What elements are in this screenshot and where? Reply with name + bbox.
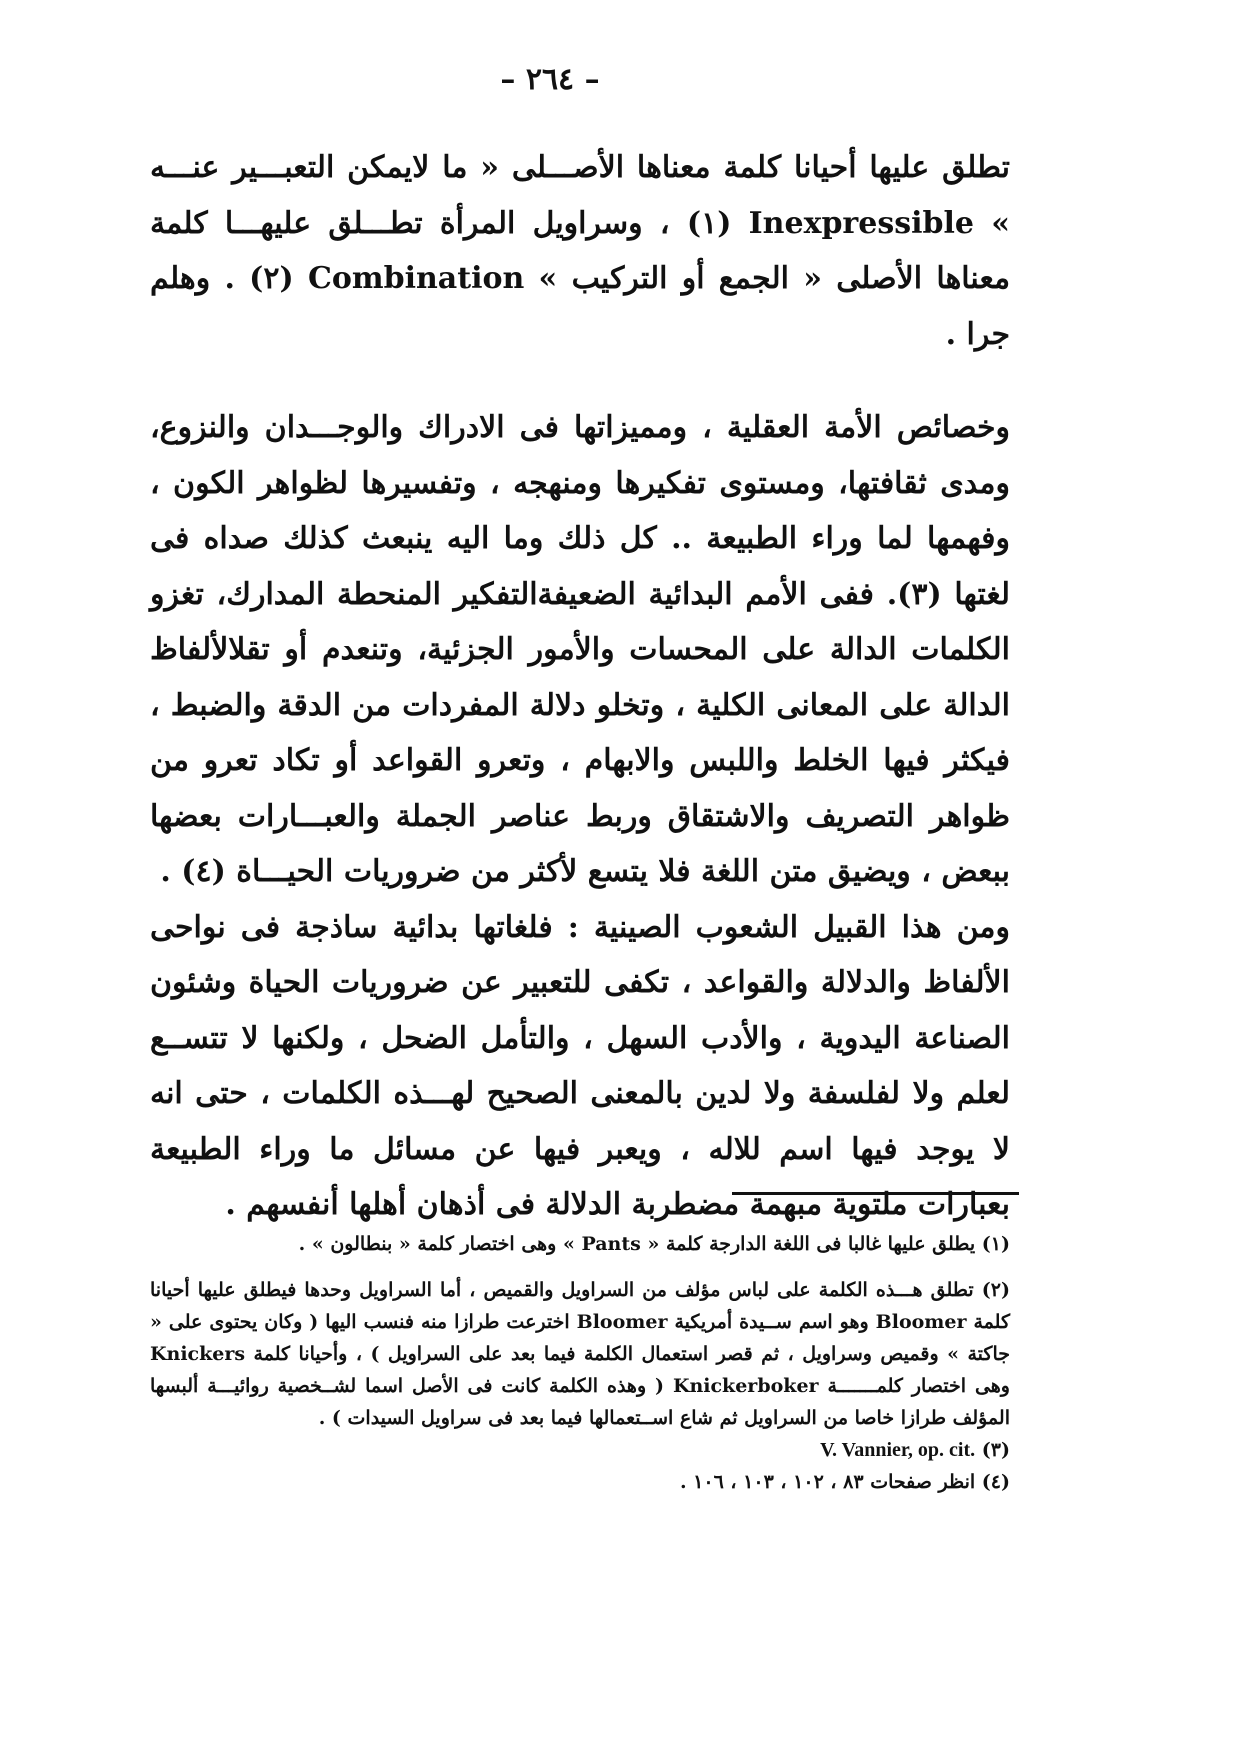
footnote-text: انظر صفحات ٨٣ ، ١٠٢ ، ١٠٣ ، ١٠٦ .: [679, 1471, 976, 1493]
footnote-marker: (٣): [981, 1439, 1010, 1461]
footnote-text: تطلق هـــذه الكلمة على لباس مؤلف من السراويل والقميص ، أما السراويل وحدها فيطلق عليها أحيانا كلمة Bloomer وهو اسم ســيدة أمريكية Bloomer اخترعت طرازا منه فنسب اليها ( وكان يحتوى على « جاكتة » وقميص وسراويل ، ثم قصر استعمال الكلمة فيما بعد على السراويل ) ، وأحيانا كلمة Knickers وهى اختصار كلمـــــــة Knickerboker ( وهذه الكلمة كانت فى الأصل اسما لشــخصية روائيـــة ألبسها المؤلف طرازا خاصا من السراويل ثم شاع اســتعمالها فيما بعد فى سراويل السيدات ) .: [150, 1279, 1010, 1429]
footnote-3: [150, 1434, 1010, 1466]
footnote-2: [150, 1274, 1010, 1434]
footnote-text: V. Vannier, op. cit.: [820, 1439, 976, 1461]
paragraph-chinese-languages: ومن هذا القبيل الشعوب الصينية : فلغاتها بدائية ساذجة فى نواحى الألفاظ والدلالة والقواعد ، تكفى للتعبير عن ضروريات الحياة وشئون الصناعة اليدوية ، والأدب السهل ، والتأمل الضحل ، ولكنها لا تتســع لعلم ولا لفلسفة ولا لدين بالمعنى الصحيح لهـــذه الكلمات ، حتى انه لا يوجد فيها اسم للاله ، ويعبر فيها عن مسائل ما وراء الطبيعة بعبارات ملتوية مبهمة مضطربة الدلالة فى أذهان أهلها أنفسهم .: [150, 909, 1010, 1222]
footnote-marker: (١): [981, 1233, 1010, 1255]
footnote-4: [150, 1466, 1010, 1498]
footnote-separator: [732, 1192, 1019, 1195]
footnote-text: يطلق عليها غالبا فى اللغة الدارجة كلمة « Pants » وهى اختصار كلمة « بنطالون » .: [298, 1233, 976, 1255]
paragraph-continuation: تطلق عليها أحيانا كلمة معناها الأصـــلى « ما لايمكن التعبـــير عنـــه » Inexpressible (١) ، وسراويل المرأة تطـــلق عليهـــا كلمة معناها الأصلى « الجمع أو التركيب » Combination (٢) . وهلم جرا .: [150, 150, 1011, 352]
footnotes: [150, 1228, 1010, 1498]
footnote-marker: (٢): [981, 1279, 1010, 1301]
main-text: [150, 140, 1010, 1233]
page-number: – ٢٦٤ –: [500, 62, 600, 97]
footnote-1: [150, 1228, 1010, 1260]
paragraph-mental-traits: وخصائص الأمة العقلية ، ومميزاتها فى الادراك والوجـــدان والنزوع، ومدى ثقافتها، ومستوى تفكيرها ومنهجه ، وتفسيرها لظواهر الكون ، وفهمها لما وراء الطبيعة .. كل ذلك وما اليه ينبعث كذلك صداه فى لغتها (٣). ففى الأمم البدائية الضعيفةالتفكير المنحطة المدارك، تغزو الكلمات الدالة على المحسات والأمور الجزئية، وتنعدم أو تقلالألفاظ الدالة على المعانى الكلية ، وتخلو دلالة المفردات من الدقة والضبط ، فيكثر فيها الخلط واللبس والابهام ، وتعرو القواعد أو تكاد تعرو من ظواهر التصريف والاشتقاق وربط عناصر الجملة والعبـــارات بعضها ببعض ، ويضيق متن اللغة فلا يتسع لأكثر من ضروريات الحيـــاة (٤) .: [150, 410, 1010, 889]
footnote-marker: (٤): [981, 1471, 1010, 1493]
